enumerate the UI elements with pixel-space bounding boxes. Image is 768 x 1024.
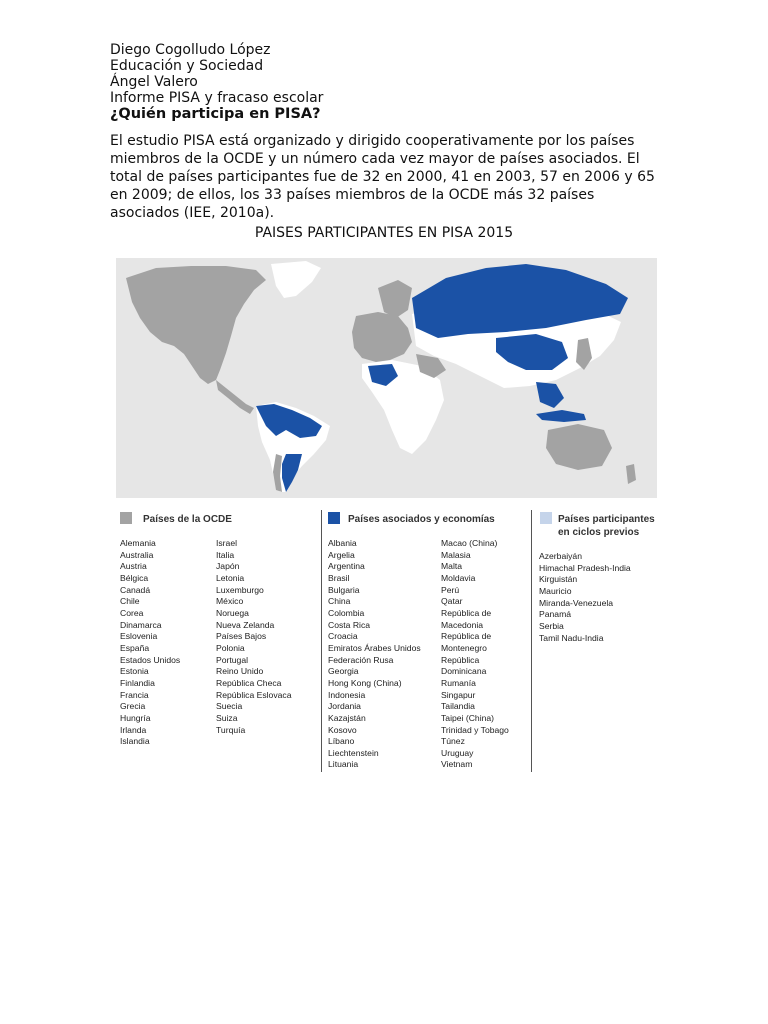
- legend-country-item: Taipei (China): [441, 712, 495, 723]
- legend-country-item: Rumanía: [441, 677, 476, 688]
- legend-country-item: Tamil Nadu-India: [539, 632, 604, 643]
- asociados-list-col1: [328, 538, 421, 771]
- legend-country-item: Hungría: [120, 712, 151, 723]
- legend-country-item: Bulgaria: [328, 584, 360, 595]
- legend-country-item: Lituania: [328, 759, 359, 770]
- body-paragraph: El estudio PISA está organizado y dirigido cooperativamente por los países miembros de la OCDE y un número cada vez mayor de países asociados. El total de países participantes fue de 32 en 2000, 41 en 2003, 57 en 2006 y 65 en 2009; de ellos, los 33 países miembros de la OCDE más 32 países asociados (IEE, 2010a).: [110, 133, 655, 221]
- legend-country-item: Tailandia: [441, 701, 475, 712]
- legend-country-item: Panamá: [539, 609, 572, 620]
- legend-country-item: Eslovenia: [120, 631, 158, 642]
- legend-country-item: Suecia: [216, 701, 243, 712]
- legend-country-item: Países Bajos: [216, 631, 267, 642]
- legend-country-item: Austria: [120, 561, 147, 572]
- legend-divider: [531, 510, 532, 772]
- previos-swatch: [540, 512, 552, 524]
- legend-country-item: Macedonia: [441, 619, 484, 630]
- legend-country-item: República de: [441, 607, 492, 618]
- australia-landmass: [546, 424, 612, 470]
- legend-divider: [321, 510, 322, 772]
- legend-country-item: Australia: [120, 549, 154, 560]
- legend-country-item: Jordania: [328, 701, 361, 712]
- figure-caption: PAISES PARTICIPANTES EN PISA 2015: [254, 225, 514, 241]
- legend-country-item: Dinamarca: [120, 619, 162, 630]
- ocde-swatch: [120, 512, 132, 524]
- legend-country-item: Miranda-Venezuela: [539, 597, 614, 608]
- legend-country-item: Qatar: [441, 596, 463, 607]
- legend-country-item: Singapur: [441, 689, 476, 700]
- report-subject: Informe PISA y fracaso escolar: [110, 90, 324, 106]
- legend-country-item: Islandia: [120, 736, 150, 747]
- legend-country-item: Líbano: [328, 736, 355, 747]
- legend-country-item: Perú: [441, 584, 460, 595]
- legend-country-item: Japón: [216, 561, 240, 572]
- ocde-list-col1: [120, 538, 180, 748]
- legend-country-item: Grecia: [120, 701, 146, 712]
- legend-country-item: Túnez: [441, 736, 465, 747]
- legend-country-item: Reino Unido: [216, 666, 264, 677]
- legend-country-item: Dominicana: [441, 666, 487, 677]
- legend-country-item: Alemania: [120, 538, 156, 548]
- legend-country-item: Italia: [216, 549, 235, 560]
- asociados-list-col2: [441, 538, 509, 771]
- legend-country-item: República Checa: [216, 677, 282, 688]
- legend-country-item: República: [441, 654, 480, 665]
- legend-country-item: Hong Kong (China): [328, 677, 402, 688]
- legend-country-item: Serbia: [539, 620, 564, 631]
- legend-country-item: Suiza: [216, 712, 238, 723]
- legend-country-item: Corea: [120, 607, 144, 618]
- legend-country-item: Federación Rusa: [328, 654, 394, 665]
- legend-country-item: China: [328, 596, 351, 607]
- legend-country-item: Emiratos Árabes Unidos: [328, 642, 421, 653]
- ocde-list-col2: [216, 538, 291, 736]
- legend-country-item: Georgia: [328, 666, 359, 677]
- legend-country-item: Croacia: [328, 631, 358, 642]
- legend-country-item: Estados Unidos: [120, 654, 181, 665]
- legend-country-item: Trinidad y Tobago: [441, 724, 509, 735]
- legend-country-item: Noruega: [216, 607, 249, 618]
- legend-previos-title-line2: en ciclos previos: [558, 527, 640, 538]
- teacher-name: Ángel Valero: [110, 74, 198, 90]
- legend-country-item: Kirguistán: [539, 574, 578, 585]
- legend-country-item: Argentina: [328, 561, 365, 572]
- legend-country-item: Indonesia: [328, 689, 366, 700]
- legend-country-item: Finlandia: [120, 677, 155, 688]
- legend-country-item: Portugal: [216, 654, 249, 665]
- legend-country-item: Azerbaiyán: [539, 551, 582, 561]
- author-name: Diego Cogolludo López: [110, 42, 271, 58]
- legend-country-item: Irlanda: [120, 724, 147, 735]
- legend-country-item: Malta: [441, 561, 463, 572]
- legend-country-item: Luxemburgo: [216, 584, 264, 595]
- legend-ocde-title: Países de la OCDE: [143, 514, 232, 525]
- legend-country-item: España: [120, 642, 150, 653]
- legend-country-item: Nueva Zelanda: [216, 619, 275, 630]
- course-name: Educación y Sociedad: [110, 58, 264, 74]
- legend-country-item: Moldavia: [441, 572, 476, 583]
- legend-country-item: Colombia: [328, 607, 365, 618]
- legend-country-item: Chile: [120, 596, 140, 607]
- legend-country-item: Albania: [328, 538, 357, 548]
- legend-country-item: Bélgica: [120, 572, 149, 583]
- previos-list: [539, 551, 631, 644]
- document-header: [110, 42, 323, 122]
- legend-country-item: Kazajstán: [328, 712, 366, 723]
- legend-previos-title-line1: Países participantes: [558, 514, 655, 525]
- legend-country-item: Kosovo: [328, 724, 357, 735]
- legend-country-item: República de: [441, 631, 492, 642]
- legend-country-item: Liechtenstein: [328, 747, 379, 758]
- legend-country-item: Vietnam: [441, 759, 473, 770]
- map-legend: [116, 508, 657, 774]
- legend-country-item: Letonia: [216, 572, 245, 583]
- legend-previos-title: [558, 513, 655, 539]
- legend-country-item: Turquía: [216, 724, 246, 735]
- legend-country-item: Mauricio: [539, 585, 572, 596]
- legend-country-item: Israel: [216, 538, 238, 548]
- legend-country-item: Himachal Pradesh-India: [539, 562, 631, 573]
- legend-country-item: Polonia: [216, 642, 245, 653]
- legend-country-item: Brasil: [328, 572, 350, 583]
- world-map: [116, 258, 657, 498]
- asociados-swatch: [328, 512, 340, 524]
- legend-country-item: Canadá: [120, 584, 151, 595]
- legend-asociados-title: Países asociados y economías: [348, 514, 495, 525]
- legend-country-item: Argelia: [328, 549, 355, 560]
- legend-country-item: Montenegro: [441, 642, 487, 653]
- legend-country-item: República Eslovaca: [216, 689, 292, 700]
- legend-country-item: Uruguay: [441, 747, 474, 758]
- legend-country-item: Macao (China): [441, 538, 498, 548]
- legend-country-item: Malasia: [441, 549, 471, 560]
- legend-country-item: México: [216, 596, 244, 607]
- legend-country-item: Francia: [120, 689, 149, 700]
- legend-country-item: Estonia: [120, 666, 149, 677]
- legend-country-item: Costa Rica: [328, 619, 371, 630]
- section-heading: ¿Quién participa en PISA?: [110, 106, 321, 122]
